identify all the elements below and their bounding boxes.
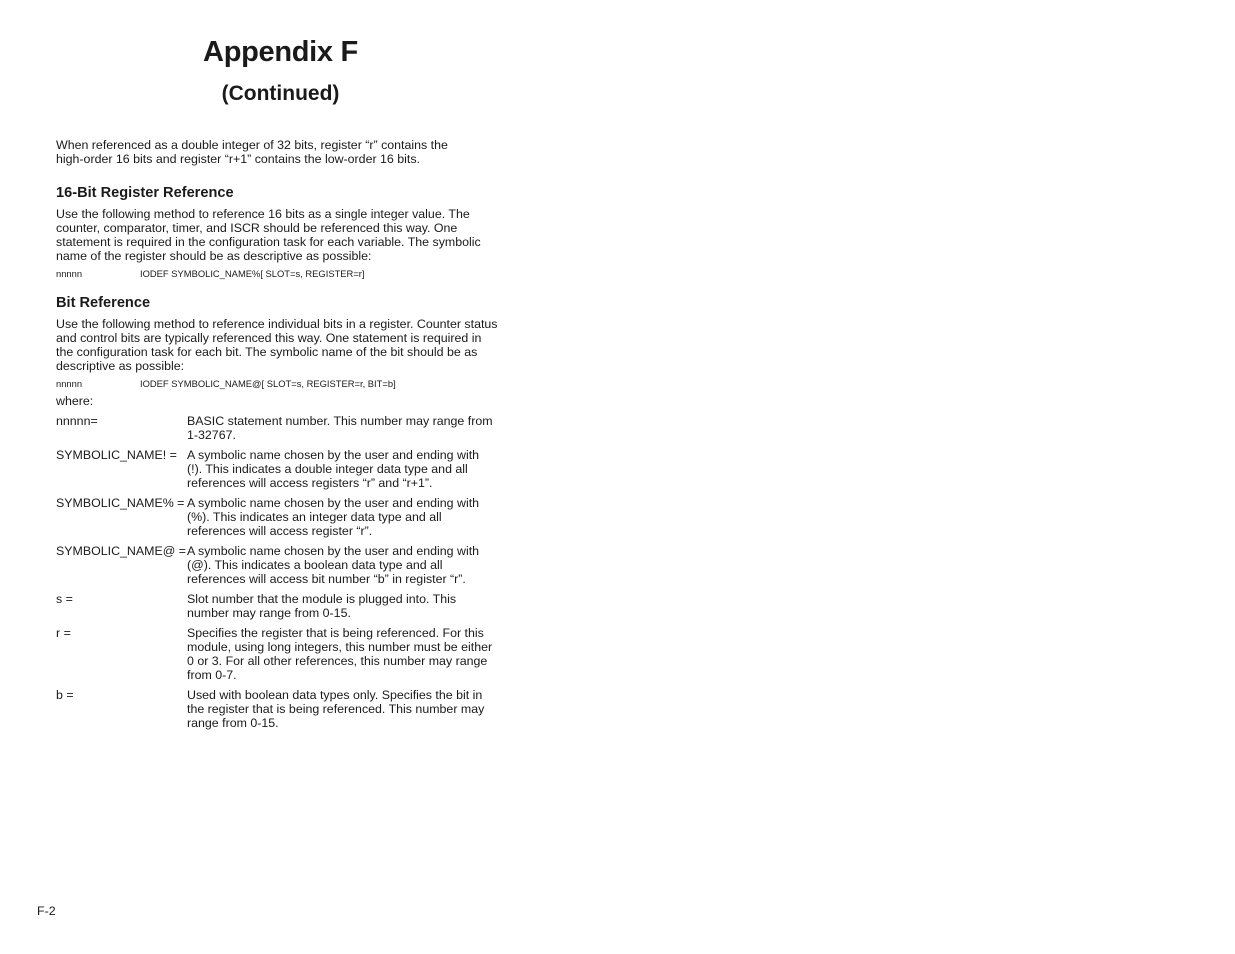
definition-list <box>56 414 508 730</box>
description-line: range from 0-15. <box>187 716 279 730</box>
paragraph-line: name of the register should be as descriptive as possible: <box>56 249 372 263</box>
description-line: Used with boolean data types only. Specifies the bit in <box>187 688 483 702</box>
paragraph-line: statement is required in the configuration task for each variable. The symbolic <box>56 235 481 249</box>
description-line: the register that is being referenced. This number may <box>187 702 485 716</box>
definition-item <box>56 592 508 620</box>
page-number: F-2 <box>37 904 56 918</box>
definition-description <box>187 626 508 682</box>
definition-item <box>56 688 508 730</box>
description-line: (!). This indicates a double integer data type and all <box>187 462 468 476</box>
description-line: from 0-7. <box>187 668 237 682</box>
bit-reference-paragraph <box>56 317 508 373</box>
intro-line: high-order 16 bits and register “r+1” contains the low-order 16 bits. <box>56 152 420 166</box>
code-statement: IODEF SYMBOLIC_NAME%[ SLOT=s, REGISTER=r] <box>140 268 365 279</box>
description-line: A symbolic name chosen by the user and ending with <box>187 448 480 462</box>
code-line-number: nnnnn <box>56 378 83 389</box>
section-heading-16-bit: 16-Bit Register Reference <box>56 185 234 201</box>
description-line: 1-32767. <box>187 428 236 442</box>
definition-description <box>187 448 508 490</box>
description-line: module, using long integers, this number must be either <box>187 640 493 654</box>
definition-term: SYMBOLIC_NAME@ = <box>56 544 186 558</box>
where-label: where: <box>56 394 94 408</box>
page-subtitle: (Continued) <box>221 82 340 105</box>
definition-item <box>56 414 508 442</box>
paragraph-line: Use the following method to reference 16 bits as a single integer value. The <box>56 207 470 221</box>
definition-item <box>56 626 508 682</box>
description-line: references will access registers “r” and “r+1”. <box>187 476 433 490</box>
definition-item <box>56 544 508 586</box>
description-line: number may range from 0-15. <box>187 606 351 620</box>
paragraph-line: descriptive as possible: <box>56 359 185 373</box>
definition-term: b = <box>56 688 74 702</box>
section-heading-bit-reference: Bit Reference <box>56 295 151 311</box>
definition-term: s = <box>56 592 73 606</box>
definition-description <box>187 496 508 538</box>
definition-term: SYMBOLIC_NAME% = <box>56 496 185 510</box>
description-line: BASIC statement number. This number may range from <box>187 414 493 428</box>
paragraph-line: the configuration task for each bit. The symbolic name of the bit should be as <box>56 345 478 359</box>
intro-paragraph <box>56 138 508 166</box>
description-line: references will access bit number “b” in register “r”. <box>187 572 466 586</box>
description-line: (@). This indicates a boolean data type and all <box>187 558 443 572</box>
definition-description <box>187 592 508 620</box>
definition-description <box>187 688 508 730</box>
definition-description <box>187 414 508 442</box>
code-line-number: nnnnn <box>56 268 83 279</box>
code-statement: IODEF SYMBOLIC_NAME@[ SLOT=s, REGISTER=r, BIT=b] <box>140 378 396 389</box>
description-line: (%). This indicates an integer data type and all <box>187 510 442 524</box>
description-line: Specifies the register that is being referenced. For this <box>187 626 484 640</box>
definition-term: r = <box>56 626 71 640</box>
description-line: references will access register “r”. <box>187 524 373 538</box>
paragraph-line: Use the following method to reference individual bits in a register. Counter status <box>56 317 498 331</box>
code-example-16-bit <box>56 268 508 280</box>
description-line: Slot number that the module is plugged into. This <box>187 592 457 606</box>
definition-description <box>187 544 508 586</box>
code-example-bit <box>56 378 508 390</box>
page-title: Appendix F <box>203 36 358 68</box>
description-line: A symbolic name chosen by the user and ending with <box>187 496 480 510</box>
page-content <box>56 138 508 736</box>
definition-item <box>56 496 508 538</box>
definition-term: SYMBOLIC_NAME! = <box>56 448 177 462</box>
description-line: A symbolic name chosen by the user and ending with <box>187 544 480 558</box>
paragraph-line: and control bits are typically referenced this way. One statement is required in <box>56 331 482 345</box>
description-line: 0 or 3. For all other references, this number may range <box>187 654 488 668</box>
definition-item <box>56 448 508 490</box>
intro-line: When referenced as a double integer of 32 bits, register “r” contains the <box>56 138 448 152</box>
definition-term: nnnnn= <box>56 414 98 428</box>
sixteen-bit-paragraph <box>56 207 508 263</box>
paragraph-line: counter, comparator, timer, and ISCR should be referenced this way. One <box>56 221 458 235</box>
